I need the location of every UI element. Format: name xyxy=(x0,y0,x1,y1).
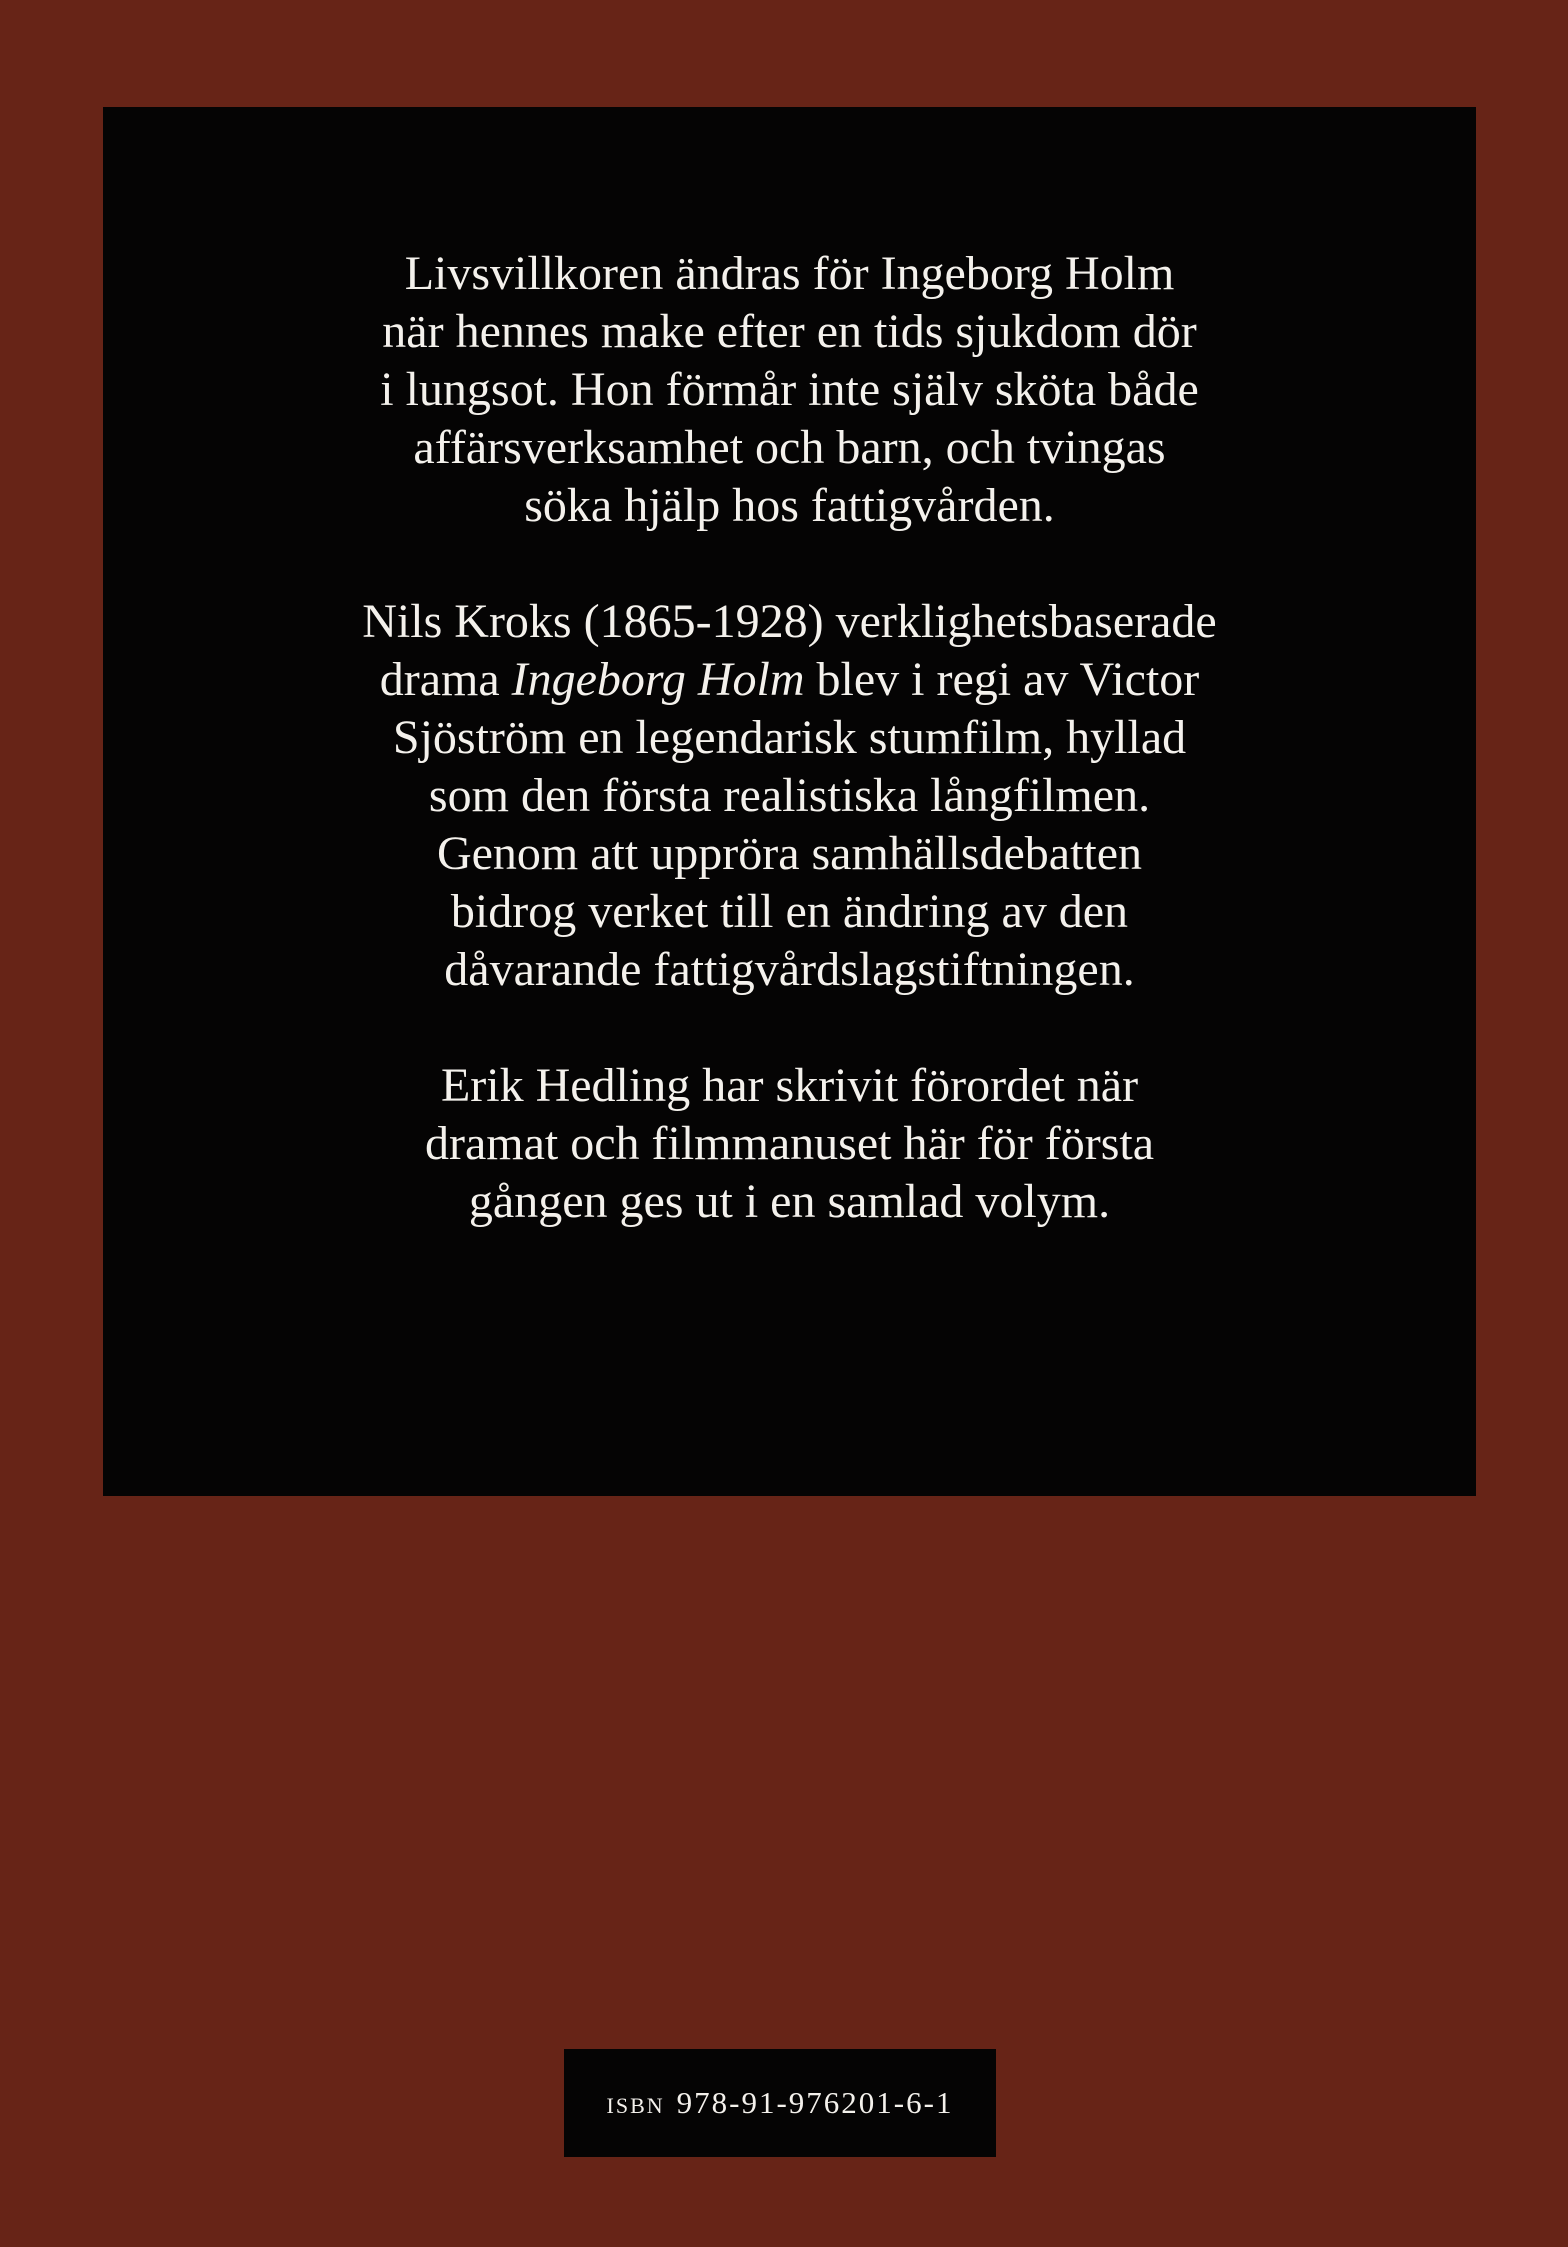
blurb-line: Erik Hedling har skrivit förordet när xyxy=(440,1059,1139,1112)
blurb-line: affärsverksamhet och barn, och tvingas xyxy=(413,421,1166,474)
blurb-paragraph-2 xyxy=(103,593,1476,999)
blurb-text-fragment: blev i regi av Victor xyxy=(804,653,1200,706)
blurb-line: gången ges ut i en samlad volym. xyxy=(468,1175,1111,1228)
blurb-text-fragment: drama xyxy=(379,653,512,706)
blurb-line: Nils Kroks (1865-1928) verklighetsbaserade xyxy=(362,595,1217,648)
blurb-panel xyxy=(103,107,1476,1496)
blurb-line: dramat och filmmanuset här för första xyxy=(424,1117,1155,1170)
blurb-line: dåvarande fattigvårdslagstiftningen. xyxy=(444,943,1135,996)
blurb-line: Sjöström en legendarisk stumfilm, hyllad xyxy=(392,711,1187,764)
blurb-line: bidrog verket till en ändring av den xyxy=(450,885,1129,938)
isbn-number: 978-91-976201-6-1 xyxy=(676,2085,954,2120)
blurb-line: Genom att uppröra samhällsdebatten xyxy=(436,827,1143,880)
blurb-text xyxy=(103,245,1476,1231)
isbn-box xyxy=(564,2049,996,2157)
blurb-line-with-title xyxy=(103,651,1476,709)
isbn-label: isbn xyxy=(606,2085,665,2120)
blurb-line: i lungsot. Hon förmår inte själv sköta både xyxy=(380,363,1199,416)
blurb-line: som den första realistiska långfilmen. xyxy=(428,769,1151,822)
blurb-paragraph-1 xyxy=(103,245,1476,535)
book-title: Ingeborg Holm xyxy=(511,653,805,706)
blurb-line: söka hjälp hos fattigvården. xyxy=(524,479,1055,532)
blurb-paragraph-3 xyxy=(103,1057,1476,1231)
blurb-line: Livsvillkoren ändras för Ingeborg Holm xyxy=(404,247,1175,300)
blurb-line: när hennes make efter en tids sjukdom dör xyxy=(382,305,1197,358)
